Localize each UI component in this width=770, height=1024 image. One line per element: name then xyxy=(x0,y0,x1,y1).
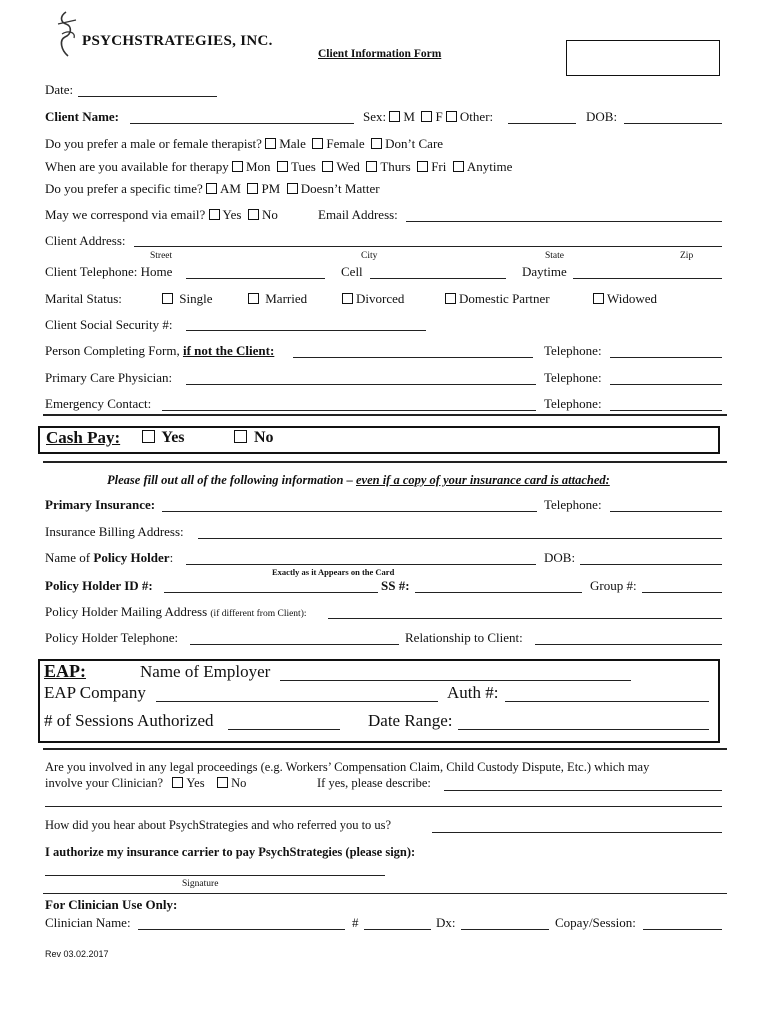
female-checkbox[interactable] xyxy=(312,138,323,149)
legal-no-checkbox[interactable] xyxy=(217,777,228,788)
relationship-label: Relationship to Client: xyxy=(405,630,523,645)
referral-question: How did you hear about PsychStrategies and who referred you to us? xyxy=(45,818,392,832)
billing-address-field[interactable] xyxy=(198,538,722,539)
insurance-instruction xyxy=(107,473,610,488)
address-street-caption: Street xyxy=(150,251,173,261)
revision-note: Rev 03.02.2017 xyxy=(45,949,109,959)
auth-field[interactable] xyxy=(505,701,709,702)
single-checkbox[interactable] xyxy=(162,293,173,304)
mailing-address-text: Policy Holder Mailing Address xyxy=(45,604,208,619)
therapist-pref-row xyxy=(45,136,443,152)
mailing-address-note: (if different from Client): xyxy=(210,609,307,619)
clinician-number-label: # xyxy=(352,915,359,930)
legal-question-text: involve your Clinician? xyxy=(45,776,164,790)
eap-company-field[interactable] xyxy=(156,701,438,702)
policy-holder-colon: : xyxy=(169,550,174,565)
person-completing-text: Person Completing Form, xyxy=(45,343,180,358)
sex-f-checkbox[interactable] xyxy=(421,111,432,122)
married-checkbox[interactable] xyxy=(248,293,259,304)
legal-question-line2 xyxy=(45,776,246,791)
address-field[interactable] xyxy=(134,246,722,247)
am-label: AM xyxy=(219,181,241,196)
pm-checkbox[interactable] xyxy=(247,183,258,194)
authorize-statement: I authorize my insurance carrier to pay PsychStrategies (please sign): xyxy=(45,845,416,859)
marital-married xyxy=(248,291,307,307)
person-telephone-field[interactable] xyxy=(610,357,722,358)
clinician-heading: For Clinician Use Only: xyxy=(45,897,178,912)
describe-label: If yes, please describe: xyxy=(317,776,431,790)
doesnt-matter-checkbox[interactable] xyxy=(287,183,298,194)
day-label-mon: Mon xyxy=(245,159,271,174)
person-completing-emphasis: if not the Client: xyxy=(182,343,275,358)
person-completing-label xyxy=(45,343,274,359)
person-completing-field[interactable] xyxy=(293,357,533,358)
email-address-label: Email Address: xyxy=(318,207,398,222)
pcp-label: Primary Care Physician: xyxy=(45,370,173,385)
cell-field[interactable] xyxy=(370,278,506,279)
doesnt-matter-label: Doesn’t Matter xyxy=(300,181,380,196)
am-checkbox[interactable] xyxy=(206,183,217,194)
emergency-telephone-field[interactable] xyxy=(610,410,722,411)
holder-phone-label: Policy Holder Telephone: xyxy=(45,630,179,645)
marital-divorced xyxy=(342,291,404,307)
sex-other-checkbox[interactable] xyxy=(446,111,457,122)
copay-label: Copay/Session: xyxy=(555,915,636,930)
email-no-checkbox[interactable] xyxy=(248,209,259,220)
domestic-partner-checkbox[interactable] xyxy=(445,293,456,304)
legal-yes-label: Yes xyxy=(186,776,205,790)
address-state-caption: State xyxy=(545,251,564,261)
clinician-name-label: Clinician Name: xyxy=(45,915,131,930)
form-title: Client Information Form xyxy=(318,48,442,60)
day-label-tues: Tues xyxy=(291,159,316,174)
section-divider-4 xyxy=(43,893,727,894)
insurance-instruction-text: Please fill out all of the following information – xyxy=(107,473,353,487)
sessions-label: # of Sessions Authorized xyxy=(44,711,214,730)
day-label-thurs: Thurs xyxy=(380,159,411,174)
divorced-checkbox[interactable] xyxy=(342,293,353,304)
policy-holder-pre: Name of xyxy=(45,550,91,565)
insurance-telephone-field[interactable] xyxy=(610,511,722,512)
emergency-telephone-label: Telephone: xyxy=(544,396,602,411)
pcp-telephone-label: Telephone: xyxy=(544,370,602,385)
pm-label: PM xyxy=(261,181,281,196)
day-checkbox-tues[interactable] xyxy=(277,161,288,172)
dont-care-label: Don’t Care xyxy=(385,136,444,151)
primary-insurance-field[interactable] xyxy=(162,511,537,512)
cash-yes-checkbox[interactable] xyxy=(142,430,155,443)
mailing-address-label xyxy=(45,604,307,620)
time-pref-row xyxy=(45,181,380,197)
address-label: Client Address: xyxy=(45,233,126,248)
dob-label: DOB: xyxy=(586,109,618,124)
signature-caption: Signature xyxy=(182,879,219,889)
availability-row xyxy=(45,159,512,175)
holder-phone-field[interactable] xyxy=(190,644,399,645)
home-phone-label: Client Telephone: Home xyxy=(45,264,173,279)
day-label-anytime: Anytime xyxy=(466,159,513,174)
email-pref-row xyxy=(45,207,278,223)
single-label: Single xyxy=(179,291,213,306)
marital-single xyxy=(162,291,212,307)
home-phone-field[interactable] xyxy=(186,278,325,279)
person-telephone-label: Telephone: xyxy=(544,343,602,358)
employer-label: Name of Employer xyxy=(140,662,271,681)
address-city-caption: City xyxy=(361,251,378,261)
marital-widowed xyxy=(593,291,657,307)
copay-field[interactable] xyxy=(643,929,722,930)
section-divider xyxy=(43,414,727,416)
ssn-field[interactable] xyxy=(186,330,426,331)
client-name-label: Client Name: xyxy=(45,109,120,124)
male-checkbox[interactable] xyxy=(265,138,276,149)
divorced-label: Divorced xyxy=(356,291,405,306)
sex-group xyxy=(363,109,493,125)
employer-field[interactable] xyxy=(280,680,631,681)
cash-pay-label: Cash Pay: xyxy=(46,428,121,447)
section-divider-3 xyxy=(43,748,727,750)
day-label-wed: Wed xyxy=(336,159,360,174)
therapist-pref-question: Do you prefer a male or female therapist? xyxy=(45,136,262,151)
date-field[interactable] xyxy=(78,96,217,97)
address-zip-caption: Zip xyxy=(680,251,694,261)
policy-holder-bold: Policy Holder xyxy=(93,550,170,565)
legal-no-label: No xyxy=(231,776,247,790)
day-checkbox-anytime[interactable] xyxy=(453,161,464,172)
section-divider-2 xyxy=(43,461,727,463)
dob-field[interactable] xyxy=(624,123,722,124)
sex-label: Sex: xyxy=(363,109,387,124)
female-label: Female xyxy=(326,136,365,151)
group-label: Group #: xyxy=(590,578,637,593)
describe-field-continued[interactable] xyxy=(45,806,722,807)
company-logo xyxy=(52,10,82,60)
mailing-address-field[interactable] xyxy=(328,618,722,619)
ssn-label: Client Social Security #: xyxy=(45,317,173,332)
sex-f-label: F xyxy=(435,109,443,124)
auth-label: Auth #: xyxy=(447,683,499,702)
describe-field[interactable] xyxy=(444,790,722,791)
married-label: Married xyxy=(265,291,308,306)
daytime-field[interactable] xyxy=(573,278,722,279)
sex-other-label: Other: xyxy=(459,109,494,124)
signature-field[interactable] xyxy=(45,875,385,876)
marital-label: Marital Status: xyxy=(45,291,122,306)
male-label: Male xyxy=(279,136,306,151)
date-label: Date: xyxy=(45,82,74,97)
dont-care-checkbox[interactable] xyxy=(371,138,382,149)
clinician-number-field[interactable] xyxy=(364,929,431,930)
availability-question: When are you available for therapy xyxy=(45,159,229,174)
client-name-field[interactable] xyxy=(130,123,354,124)
cell-label: Cell xyxy=(341,264,363,279)
emergency-label: Emergency Contact: xyxy=(45,396,152,411)
company-name: PSYCHSTRATEGIES, INC. xyxy=(82,33,273,49)
relationship-field[interactable] xyxy=(535,644,722,645)
date-range-label: Date Range: xyxy=(368,711,453,730)
email-yes-checkbox[interactable] xyxy=(209,209,220,220)
cash-pay-box xyxy=(38,426,720,454)
cash-yes-label: Yes xyxy=(161,429,185,446)
sex-other-field[interactable] xyxy=(508,123,576,124)
cash-no-label: No xyxy=(254,429,274,446)
email-question: May we correspond via email? xyxy=(45,207,206,222)
clinician-name-field[interactable] xyxy=(138,929,345,930)
ss-field[interactable] xyxy=(415,592,582,593)
holder-dob-label: DOB: xyxy=(544,550,576,565)
insurance-telephone-label: Telephone: xyxy=(544,497,602,512)
daytime-label: Daytime xyxy=(522,264,567,279)
policy-holder-label xyxy=(45,550,173,566)
billing-address-label: Insurance Billing Address: xyxy=(45,524,184,539)
day-checkbox-fri[interactable] xyxy=(417,161,428,172)
widowed-label: Widowed xyxy=(607,291,658,306)
domestic-partner-label: Domestic Partner xyxy=(459,291,550,306)
time-pref-question: Do you prefer a specific time? xyxy=(45,181,203,196)
sex-m-label: M xyxy=(403,109,415,124)
ss-label: SS #: xyxy=(381,578,410,593)
email-address-field[interactable] xyxy=(406,221,722,222)
day-checkbox-mon[interactable] xyxy=(232,161,243,172)
policy-id-label: Policy Holder ID #: xyxy=(45,578,153,593)
eap-label: EAP: xyxy=(44,661,86,681)
primary-insurance-label: Primary Insurance: xyxy=(45,497,156,512)
eap-company-label: EAP Company xyxy=(44,683,146,702)
marital-domestic xyxy=(445,291,550,307)
sessions-field[interactable] xyxy=(228,729,340,730)
dx-field[interactable] xyxy=(461,929,549,930)
pcp-field[interactable] xyxy=(186,384,536,385)
policy-holder-field[interactable] xyxy=(186,564,536,565)
office-use-box[interactable] xyxy=(566,40,720,76)
cash-yes-option xyxy=(142,429,185,447)
email-no-label: No xyxy=(261,207,278,222)
dx-label: Dx: xyxy=(436,915,456,930)
exactly-note: Exactly as it Appears on the Card xyxy=(272,567,395,577)
holder-dob-field[interactable] xyxy=(580,564,722,565)
day-checkbox-wed[interactable] xyxy=(322,161,333,172)
sex-m-checkbox[interactable] xyxy=(389,111,400,122)
cash-no-checkbox[interactable] xyxy=(234,430,247,443)
email-yes-label: Yes xyxy=(222,207,242,222)
legal-yes-checkbox[interactable] xyxy=(172,777,183,788)
day-label-fri: Fri xyxy=(431,159,447,174)
cash-no-option xyxy=(234,429,274,447)
day-checkbox-thurs[interactable] xyxy=(366,161,377,172)
group-field[interactable] xyxy=(642,592,722,593)
legal-question-line1: Are you involved in any legal proceedings (e.g. Workers’ Compensation Claim, Child Custody Dispute, Etc.) which may xyxy=(45,760,650,774)
referral-field[interactable] xyxy=(432,832,722,833)
date-range-field[interactable] xyxy=(458,729,709,730)
policy-id-field[interactable] xyxy=(164,592,378,593)
insurance-instruction-emphasis: even if a copy of your insurance card is attached: xyxy=(355,473,610,487)
pcp-telephone-field[interactable] xyxy=(610,384,722,385)
emergency-field[interactable] xyxy=(162,410,536,411)
widowed-checkbox[interactable] xyxy=(593,293,604,304)
